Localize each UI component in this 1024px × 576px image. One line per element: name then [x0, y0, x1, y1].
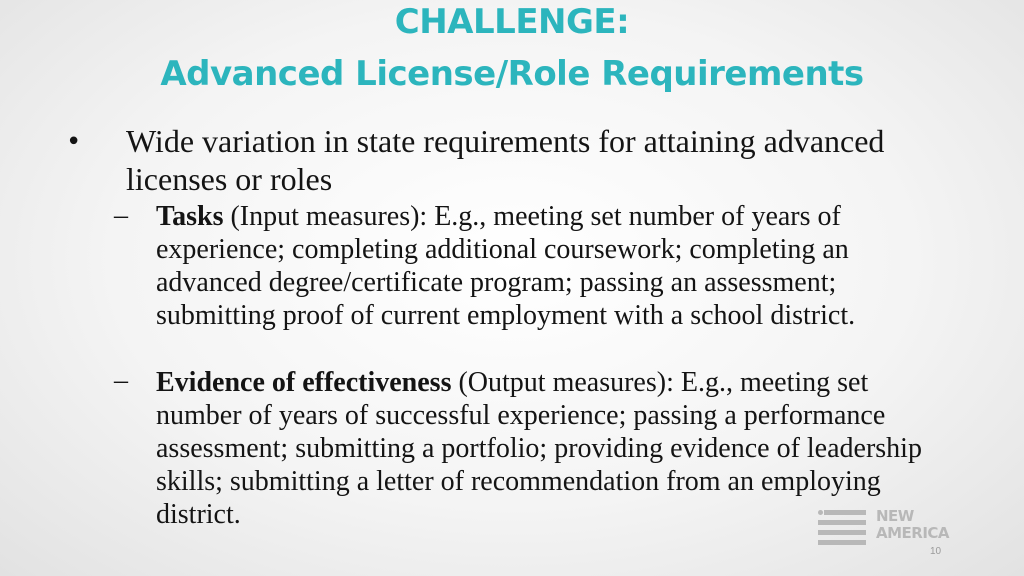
main-bullet-text: Wide variation in state requirements for attaining advanced licenses or roles — [126, 123, 885, 197]
sub-bullet-dash-1: – — [114, 200, 128, 231]
sub-bullet-evidence-text: (Output measures): E.g., meeting set number of years of successful experience; passing a performance assessment; submitting a portfolio; providing evidence of leadership skills; submitting a letter of recommendation from an employing district. — [156, 367, 922, 530]
new-america-logo — [818, 506, 958, 546]
sub-bullet-tasks — [156, 200, 946, 332]
slide-title-line2: Advanced License/Role Requirements — [160, 54, 864, 94]
logo-wordmark — [876, 508, 949, 542]
bullet-marker: • — [66, 127, 82, 157]
sub-bullet-tasks-bold: Tasks — [156, 201, 224, 232]
new-america-bars-icon — [818, 508, 868, 546]
sub-bullet-dash-2: – — [114, 365, 128, 396]
logo-line1: NEW — [876, 507, 914, 525]
sub-bullet-tasks-text: (Input measures): E.g., meeting set number of years of experience; completing additional coursework; completing an advanced degree/certificate program; passing an assessment; submitting proof of current employment with a school district. — [156, 201, 856, 331]
sub-bullet-evidence-bold: Evidence of effectiveness — [156, 367, 452, 398]
page-number: 10 — [930, 546, 942, 557]
logo-line2: AMERICA — [876, 524, 950, 542]
slide-title-line1: CHALLENGE: — [394, 2, 630, 42]
